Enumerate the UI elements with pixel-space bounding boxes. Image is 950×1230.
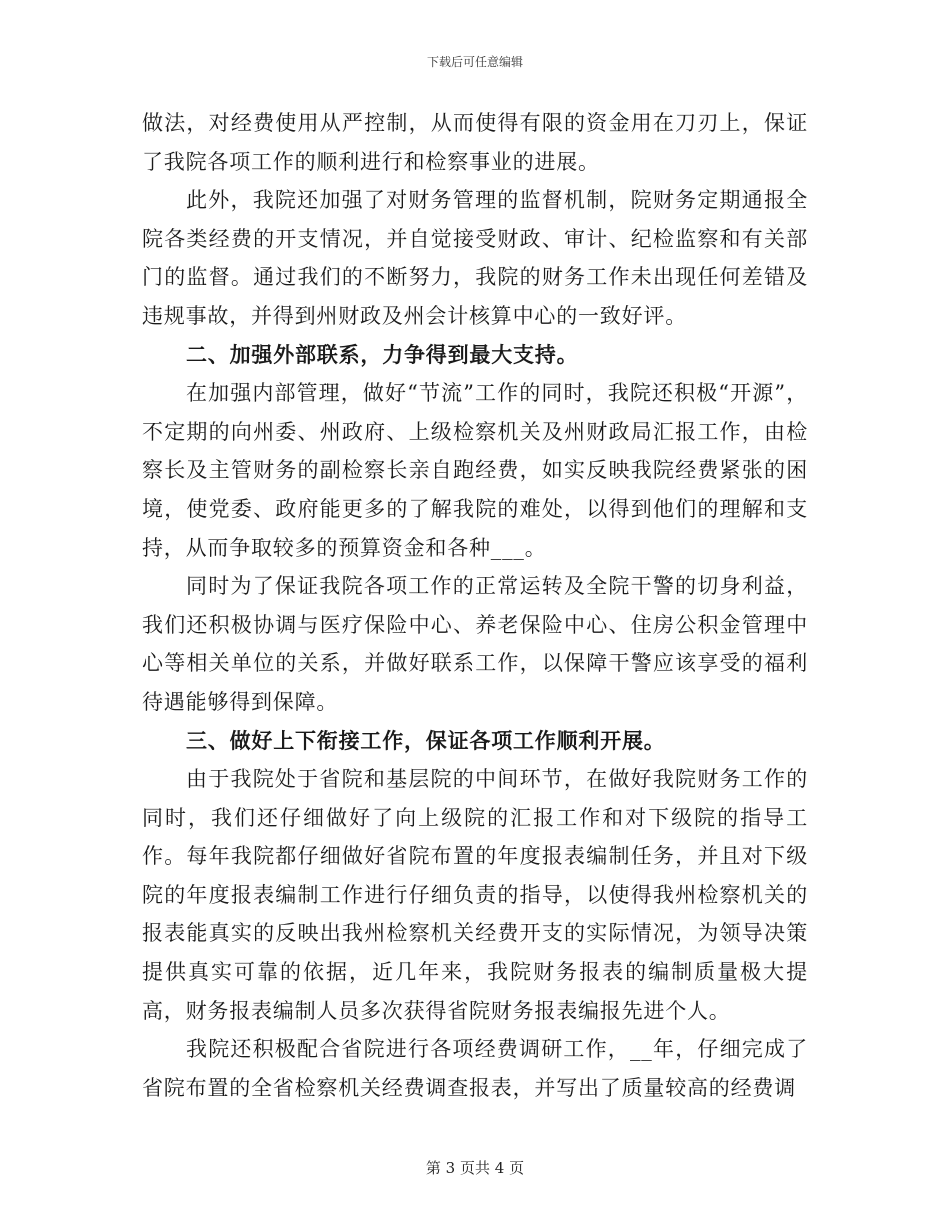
paragraph-supervision: 此外，我院还加强了对财务管理的监督机制，院财务定期通报全院各类经费的开支情况，并自觉接受财政、审计、纪检监察和有关部门的监督。通过我们的不断努力，我院的财务工作未出现任何差错及违规事故，并得到州财政及州会计核算中心的一致好评。 <box>142 188 808 328</box>
section-heading-two: 二、加强外部联系，力争得到最大支持。 <box>186 341 579 367</box>
section-heading-three: 三、做好上下衔接工作，保证各项工作顺利开展。 <box>186 727 666 753</box>
page-footer: 第 3 页共 4 页 <box>425 1159 525 1177</box>
document-body <box>142 104 808 1107</box>
paragraph-continuation: 做法，对经费使用从严控制，从而使得有限的资金用在刀刃上，保证了我院各项工作的顺利进行和检察事业的进展。 <box>142 111 808 174</box>
paragraph-coordination: 由于我院处于省院和基层院的中间环节，在做好我院财务工作的同时，我们还仔细做好了向上级院的汇报工作和对下级院的指导工作。每年我院都仔细做好省院布置的年度报表编制任务，并且对下级院的年度报表编制工作进行仔细负责的指导，以使得我州检察机关的报表能真实的反映出我州检察机关经费开支的实际情况，为领导决策提供真实可靠的依据，近几年来，我院财务报表的编制质量极大提高，财务报表编制人员多次获得省院财务报表编报先进个人。 <box>142 767 808 1023</box>
paragraph-external-contact: 在加强内部管理，做好“节流”工作的同时，我院还积极“开源”，不定期的向州委、州政府、上级检察机关及州财政局汇报工作，由检察长及主管财务的副检察长亲自跑经费，如实反映我院经费紧张的困境，使党委、政府能更多的了解我院的难处，以得到他们的理解和支持，从而争取较多的预算资金和各种___。 <box>142 381 808 560</box>
paragraph-welfare: 同时为了保证我院各项工作的正常运转及全院干警的切身利益，我们还积极协调与医疗保险中心、养老保险中心、住房公积金管理中心等相关单位的关系，并做好联系工作，以保障干警应该享受的福利待遇能够得到保障。 <box>142 574 808 714</box>
page-header: 下载后可任意编辑 <box>426 55 523 69</box>
paragraph-research: 我院还积极配合省院进行各项经费调研工作，__年，仔细完成了省院布置的全省检察机关经费调查报表，并写出了质量较高的经费调 <box>142 1037 808 1100</box>
